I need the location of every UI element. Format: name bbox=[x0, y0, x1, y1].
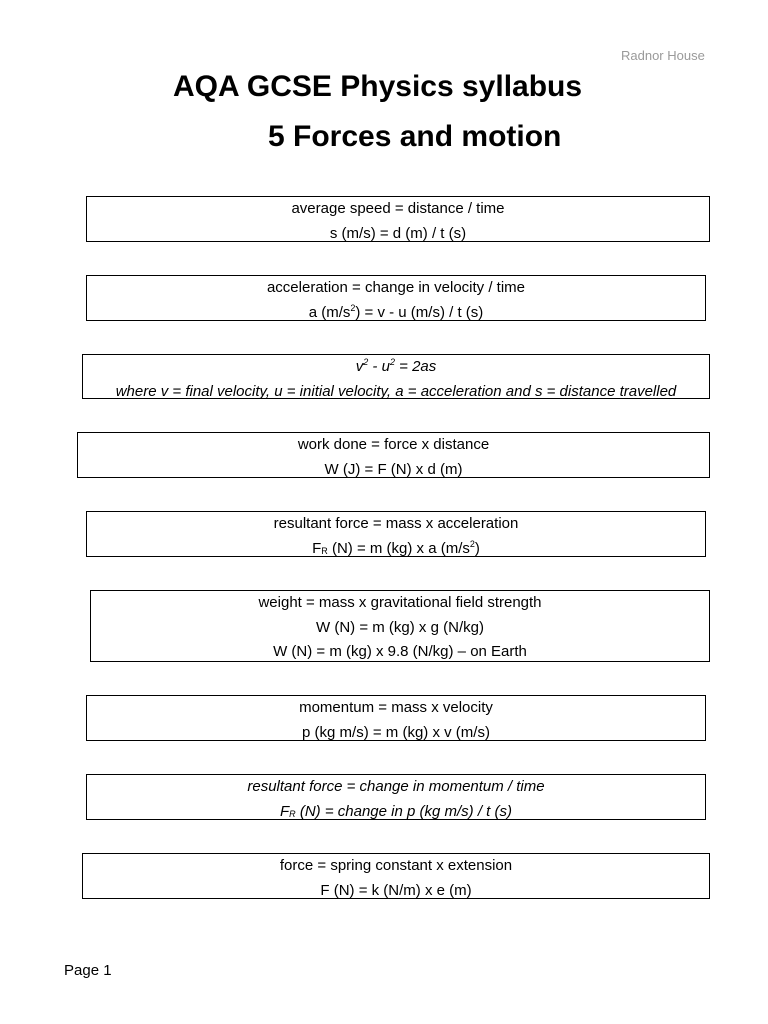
equation-definitions: where v = final velocity, u = initial velocity, a = acceleration and s = distance travelled bbox=[115, 382, 677, 400]
equation-symbols-part: a (m/s bbox=[308, 303, 351, 321]
equation-symbols bbox=[83, 355, 709, 380]
equation-symbols-part: = 2as bbox=[394, 358, 437, 375]
equation-symbols-part: F bbox=[312, 539, 322, 557]
subscript-label: R bbox=[321, 545, 328, 556]
equation-symbols: s (m/s) = d (m) / t (s) bbox=[329, 224, 467, 242]
equation-box-resultant-force bbox=[86, 511, 706, 557]
equation-box-spring bbox=[82, 853, 710, 899]
document-title: AQA GCSE Physics syllabus bbox=[173, 70, 583, 103]
equation-symbols bbox=[87, 301, 705, 326]
superscript-exponent: 2 bbox=[389, 357, 395, 367]
equation-words: momentum = mass x velocity bbox=[299, 699, 493, 716]
superscript-exponent: 2 bbox=[350, 302, 356, 313]
equation-symbols-part: v bbox=[355, 358, 364, 375]
subscript-label: R bbox=[289, 808, 296, 819]
equation-symbols: W (N) = m (kg) x g (N/kg) bbox=[316, 618, 484, 636]
equation-words: work done = force x distance bbox=[297, 436, 490, 453]
equation-earth-value: W (N) = m (kg) x 9.8 (N/kg) – on Earth bbox=[273, 643, 527, 660]
equation-box-weight bbox=[90, 590, 710, 662]
header-school-name: Radnor House bbox=[621, 48, 705, 63]
equation-words: resultant force = mass x acceleration bbox=[273, 515, 519, 532]
equation-symbols: F (N) = k (N/m) x e (m) bbox=[320, 881, 472, 899]
equation-words: resultant force = change in momentum / time bbox=[247, 778, 545, 795]
equation-words: acceleration = change in velocity / time bbox=[266, 279, 526, 296]
equation-symbols bbox=[87, 537, 705, 562]
equation-words: weight = mass x gravitational field strength bbox=[258, 594, 542, 611]
equation-symbols-part: ) bbox=[474, 539, 480, 557]
superscript-exponent: 2 bbox=[363, 357, 369, 367]
page-number: Page 1 bbox=[64, 962, 112, 979]
superscript-exponent: 2 bbox=[469, 538, 475, 549]
equation-box-speed bbox=[86, 196, 710, 242]
equation-words: average speed = distance / time bbox=[291, 200, 505, 217]
equation-symbols-part: (N) = change in p (kg m/s) / t (s) bbox=[295, 802, 512, 820]
equation-box-suvat bbox=[82, 354, 710, 399]
equation-symbols-part: ) = v - u (m/s) / t (s) bbox=[355, 303, 484, 321]
equation-box-momentum bbox=[86, 695, 706, 741]
equation-words: force = spring constant x extension bbox=[279, 857, 513, 874]
equation-symbols-part: - u bbox=[368, 358, 390, 375]
equation-symbols-part: (N) = m (kg) x a (m/s bbox=[327, 539, 470, 557]
equation-box-acceleration bbox=[86, 275, 706, 321]
equation-symbols-part: F bbox=[280, 802, 290, 820]
equation-box-impulse bbox=[86, 774, 706, 820]
section-title: 5 Forces and motion bbox=[268, 120, 562, 153]
equation-box-work-done bbox=[77, 432, 710, 478]
equation-symbols: W (J) = F (N) x d (m) bbox=[324, 460, 463, 478]
equation-symbols: p (kg m/s) = m (kg) x v (m/s) bbox=[302, 723, 490, 741]
equation-symbols bbox=[87, 800, 705, 825]
